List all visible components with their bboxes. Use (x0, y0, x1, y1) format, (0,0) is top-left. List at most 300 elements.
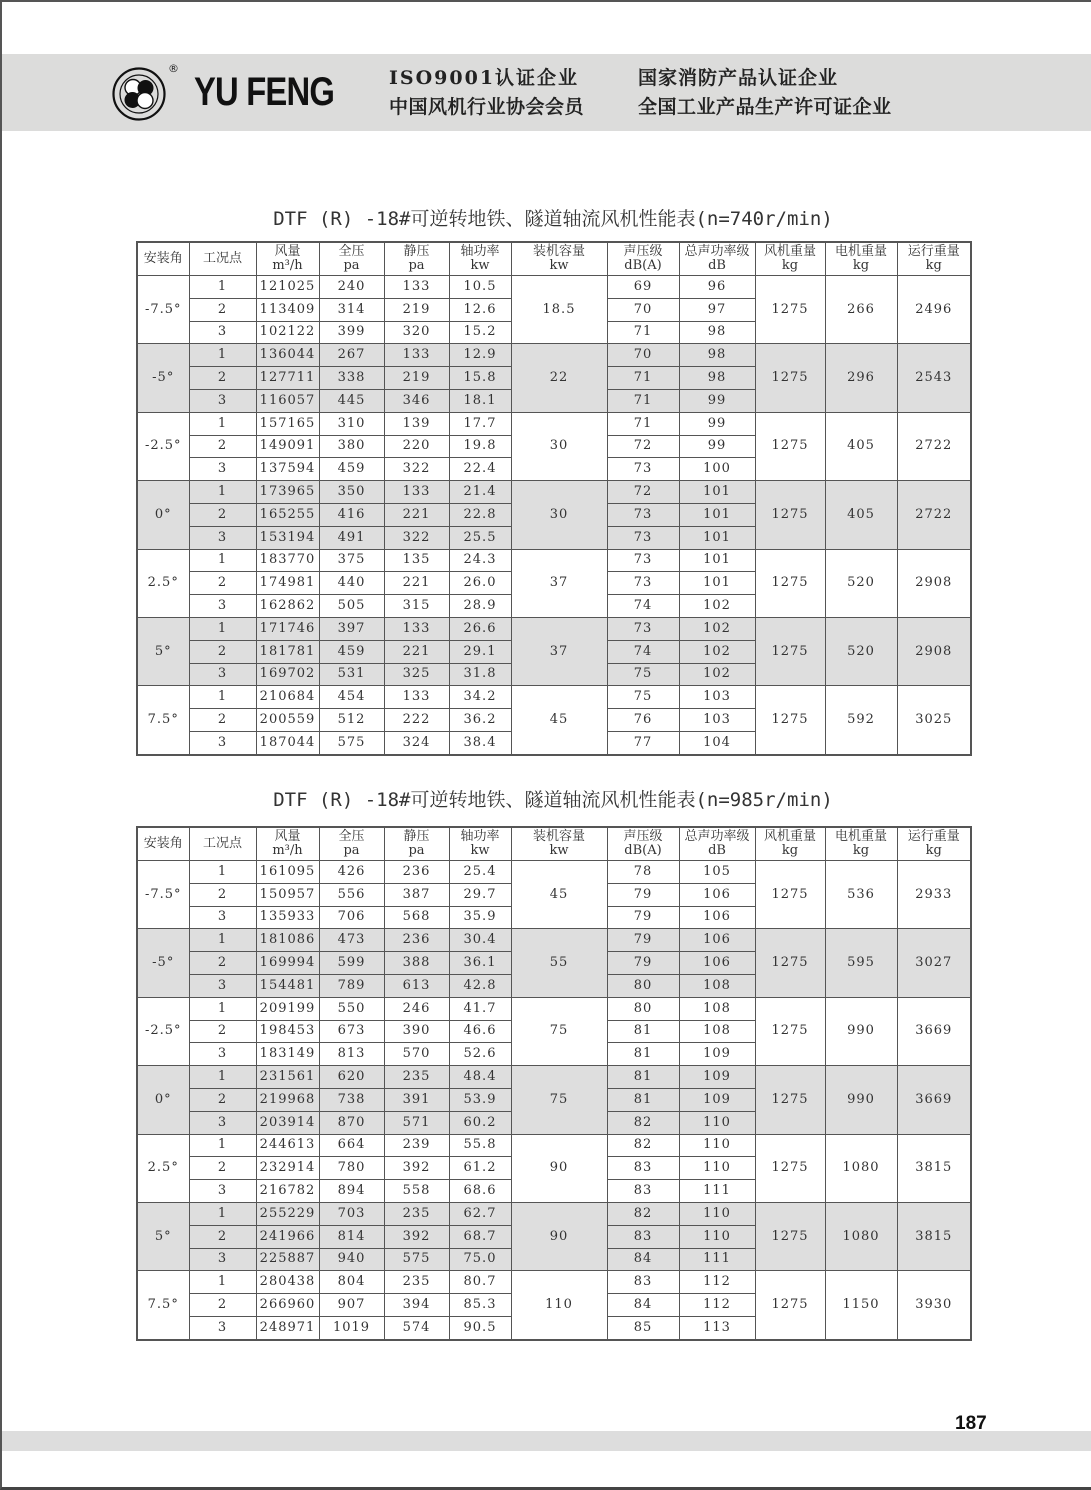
column-header-run-weight (897, 827, 971, 861)
column-header-motor-weight (825, 827, 897, 861)
cell-airflow: 255229 (256, 1202, 319, 1225)
cell-point: 1 (189, 1202, 256, 1225)
cell-total-pressure: 575 (319, 731, 384, 754)
cell-sound-pressure: 79 (607, 952, 679, 975)
cell-total-pressure: 894 (319, 1180, 384, 1203)
column-header-sound-pressure (607, 827, 679, 861)
cell-capacity: 90 (511, 1202, 607, 1270)
page-number: 187 (955, 1413, 987, 1434)
column-unit: dB (708, 843, 726, 858)
column-header-static-pressure (384, 242, 449, 276)
cell-fan-weight: 1275 (755, 1134, 825, 1202)
column-unit: kg (781, 843, 799, 858)
cell-capacity: 37 (511, 549, 607, 617)
cell-motor-weight: 990 (825, 997, 897, 1065)
cell-sound-power: 99 (679, 389, 755, 412)
cell-sound-pressure: 72 (607, 481, 679, 504)
table-row (137, 344, 971, 367)
cell-static-pressure: 392 (384, 1225, 449, 1248)
cell-sound-power: 108 (679, 997, 755, 1020)
cell-airflow: 161095 (256, 861, 319, 884)
cell-static-pressure: 219 (384, 367, 449, 390)
cert-iso9001: ISO9001认证企业 (389, 67, 580, 89)
cell-total-pressure: 599 (319, 952, 384, 975)
cell-total-pressure: 454 (319, 686, 384, 709)
cell-sound-power: 110 (679, 1134, 755, 1157)
cell-total-pressure: 780 (319, 1157, 384, 1180)
cell-fan-weight: 1275 (755, 861, 825, 929)
cell-capacity: 45 (511, 686, 607, 755)
cell-total-pressure: 416 (319, 503, 384, 526)
table-row (137, 686, 971, 709)
cell-shaft-power: 68.7 (449, 1225, 511, 1248)
cell-airflow: 209199 (256, 997, 319, 1020)
table-row (137, 1066, 971, 1089)
cell-airflow: 181086 (256, 929, 319, 952)
cell-fan-weight: 1275 (755, 929, 825, 997)
cell-angle: 0° (137, 1066, 189, 1134)
cell-static-pressure: 219 (384, 298, 449, 321)
cell-airflow: 113409 (256, 298, 319, 321)
cell-airflow: 121025 (256, 276, 319, 299)
table-row (137, 1202, 971, 1225)
cell-motor-weight: 520 (825, 549, 897, 617)
cell-point: 3 (189, 1043, 256, 1066)
cell-capacity: 55 (511, 929, 607, 997)
table-row (137, 412, 971, 435)
cell-sound-power: 109 (679, 1043, 755, 1066)
cell-point: 2 (189, 503, 256, 526)
cell-shaft-power: 62.7 (449, 1202, 511, 1225)
cell-shaft-power: 10.5 (449, 276, 511, 299)
cell-sound-power: 109 (679, 1088, 755, 1111)
cell-point: 3 (189, 974, 256, 997)
cell-point: 3 (189, 1180, 256, 1203)
cell-point: 3 (189, 906, 256, 929)
cell-total-pressure: 338 (319, 367, 384, 390)
table-row (137, 861, 971, 884)
cell-static-pressure: 239 (384, 1134, 449, 1157)
cell-shaft-power: 17.7 (449, 412, 511, 435)
cell-sound-pressure: 75 (607, 663, 679, 686)
cell-sound-power: 97 (679, 298, 755, 321)
table-row (137, 549, 971, 572)
cell-airflow: 154481 (256, 974, 319, 997)
cell-sound-power: 110 (679, 1202, 755, 1225)
column-label: 声压级 (623, 244, 663, 259)
cell-shaft-power: 15.8 (449, 367, 511, 390)
cell-shaft-power: 12.9 (449, 344, 511, 367)
cell-angle: 2.5° (137, 549, 189, 617)
cell-shaft-power: 55.8 (449, 1134, 511, 1157)
cell-shaft-power: 80.7 (449, 1271, 511, 1294)
cell-point: 1 (189, 1271, 256, 1294)
cell-airflow: 203914 (256, 1111, 319, 1134)
column-label: 风机重量 (763, 829, 816, 844)
cell-shaft-power: 52.6 (449, 1043, 511, 1066)
cell-fan-weight: 1275 (755, 549, 825, 617)
cell-sound-pressure: 69 (607, 276, 679, 299)
cell-shaft-power: 22.8 (449, 503, 511, 526)
cell-sound-power: 99 (679, 412, 755, 435)
column-unit: kw (549, 843, 569, 858)
cell-shaft-power: 29.7 (449, 883, 511, 906)
cell-sound-power: 111 (679, 1180, 755, 1203)
cell-total-pressure: 445 (319, 389, 384, 412)
cell-total-pressure: 505 (319, 595, 384, 618)
column-label: 运行重量 (907, 829, 960, 844)
column-header-shaft-power (449, 827, 511, 861)
cell-static-pressure: 221 (384, 503, 449, 526)
cell-sound-power: 101 (679, 526, 755, 549)
cell-total-pressure: 399 (319, 321, 384, 344)
cell-point: 2 (189, 1157, 256, 1180)
cell-total-pressure: 813 (319, 1043, 384, 1066)
cell-total-pressure: 531 (319, 663, 384, 686)
cell-total-pressure: 703 (319, 1202, 384, 1225)
cell-total-pressure: 512 (319, 709, 384, 732)
cell-sound-pressure: 73 (607, 526, 679, 549)
cell-total-pressure: 240 (319, 276, 384, 299)
cell-shaft-power: 26.6 (449, 617, 511, 640)
cell-sound-power: 101 (679, 481, 755, 504)
cell-sound-pressure: 73 (607, 572, 679, 595)
column-label: 风量 (274, 244, 301, 259)
cell-capacity: 30 (511, 481, 607, 549)
cell-shaft-power: 29.1 (449, 640, 511, 663)
cell-sound-power: 98 (679, 321, 755, 344)
cell-sound-pressure: 74 (607, 595, 679, 618)
cell-static-pressure: 346 (384, 389, 449, 412)
cell-point: 1 (189, 481, 256, 504)
cell-static-pressure: 221 (384, 640, 449, 663)
column-header-angle (137, 242, 189, 276)
cell-sound-pressure: 80 (607, 974, 679, 997)
cell-sound-power: 103 (679, 686, 755, 709)
cell-total-pressure: 397 (319, 617, 384, 640)
cell-shaft-power: 22.4 (449, 458, 511, 481)
column-unit: pa (343, 258, 360, 273)
cell-static-pressure: 394 (384, 1294, 449, 1317)
cell-shaft-power: 68.6 (449, 1180, 511, 1203)
cell-total-pressure: 310 (319, 412, 384, 435)
cell-run-weight: 3669 (897, 1066, 971, 1134)
cell-airflow: 248971 (256, 1316, 319, 1339)
column-label: 电机重量 (834, 244, 887, 259)
cell-shaft-power: 85.3 (449, 1294, 511, 1317)
cell-total-pressure: 738 (319, 1088, 384, 1111)
cell-point: 2 (189, 1088, 256, 1111)
column-header-sound-pressure (607, 242, 679, 276)
cell-total-pressure: 459 (319, 640, 384, 663)
cell-sound-power: 111 (679, 1248, 755, 1271)
cell-shaft-power: 46.6 (449, 1020, 511, 1043)
cell-sound-power: 106 (679, 952, 755, 975)
cell-static-pressure: 315 (384, 595, 449, 618)
cell-capacity: 22 (511, 344, 607, 412)
performance-table-740rpm (136, 241, 972, 756)
cell-sound-pressure: 84 (607, 1248, 679, 1271)
column-label: 运行重量 (907, 244, 960, 259)
cell-point: 2 (189, 435, 256, 458)
column-label: 轴功率 (460, 829, 500, 844)
cell-shaft-power: 24.3 (449, 549, 511, 572)
cell-point: 3 (189, 321, 256, 344)
cell-static-pressure: 570 (384, 1043, 449, 1066)
column-unit: dB (708, 258, 726, 273)
column-header-airflow (256, 827, 319, 861)
table-title-985rpm: DTF (R) -18#可逆转地铁、隧道轴流风机性能表(n=985r/min) (273, 789, 833, 811)
column-unit: pa (408, 258, 425, 273)
column-unit: kw (549, 258, 569, 273)
cell-shaft-power: 42.8 (449, 974, 511, 997)
cell-static-pressure: 235 (384, 1066, 449, 1089)
cell-total-pressure: 459 (319, 458, 384, 481)
cell-angle: -2.5° (137, 997, 189, 1065)
table-title-740rpm: DTF (R) -18#可逆转地铁、隧道轴流风机性能表(n=740r/min) (273, 208, 833, 230)
cell-sound-power: 104 (679, 731, 755, 754)
column-header-motor-weight (825, 242, 897, 276)
cell-point: 1 (189, 617, 256, 640)
cell-fan-weight: 1275 (755, 481, 825, 549)
footer-band (2, 1431, 1091, 1451)
cell-static-pressure: 220 (384, 435, 449, 458)
cell-airflow: 280438 (256, 1271, 319, 1294)
cell-total-pressure: 473 (319, 929, 384, 952)
cell-airflow: 136044 (256, 344, 319, 367)
cell-run-weight: 2933 (897, 861, 971, 929)
cell-point: 1 (189, 276, 256, 299)
cell-static-pressure: 390 (384, 1020, 449, 1043)
column-header-total-pressure (319, 242, 384, 276)
cell-static-pressure: 571 (384, 1111, 449, 1134)
cell-total-pressure: 426 (319, 861, 384, 884)
cell-total-pressure: 870 (319, 1111, 384, 1134)
cell-sound-pressure: 70 (607, 298, 679, 321)
cell-static-pressure: 322 (384, 526, 449, 549)
cell-total-pressure: 1019 (319, 1316, 384, 1339)
cell-fan-weight: 1275 (755, 617, 825, 685)
column-label: 电机重量 (834, 829, 887, 844)
cell-fan-weight: 1275 (755, 1202, 825, 1270)
cell-angle: 7.5° (137, 686, 189, 755)
table-row (137, 929, 971, 952)
cell-sound-pressure: 79 (607, 929, 679, 952)
registered-mark: ® (168, 62, 179, 75)
cell-point: 2 (189, 883, 256, 906)
column-label: 总声功率级 (684, 829, 750, 844)
cell-total-pressure: 556 (319, 883, 384, 906)
cell-motor-weight: 592 (825, 686, 897, 755)
column-label: 工况点 (202, 836, 242, 851)
cell-point: 2 (189, 709, 256, 732)
cell-sound-power: 102 (679, 663, 755, 686)
cell-total-pressure: 804 (319, 1271, 384, 1294)
cell-airflow: 169702 (256, 663, 319, 686)
cell-point: 3 (189, 1248, 256, 1271)
cell-airflow: 183770 (256, 549, 319, 572)
cell-shaft-power: 41.7 (449, 997, 511, 1020)
cell-shaft-power: 12.6 (449, 298, 511, 321)
cell-sound-pressure: 82 (607, 1134, 679, 1157)
cell-sound-pressure: 73 (607, 503, 679, 526)
cell-motor-weight: 1080 (825, 1134, 897, 1202)
cell-sound-pressure: 83 (607, 1225, 679, 1248)
cell-sound-pressure: 83 (607, 1157, 679, 1180)
cell-point: 1 (189, 1134, 256, 1157)
cell-shaft-power: 34.2 (449, 686, 511, 709)
cell-run-weight: 3815 (897, 1202, 971, 1270)
column-unit: kw (470, 843, 490, 858)
cell-sound-pressure: 71 (607, 367, 679, 390)
column-header-total-pressure (319, 827, 384, 861)
column-header-capacity (511, 242, 607, 276)
cell-fan-weight: 1275 (755, 276, 825, 344)
column-unit: kg (925, 258, 942, 273)
cell-airflow: 153194 (256, 526, 319, 549)
cell-sound-pressure: 72 (607, 435, 679, 458)
cell-point: 1 (189, 929, 256, 952)
cell-airflow: 187044 (256, 731, 319, 754)
cell-motor-weight: 405 (825, 481, 897, 549)
cell-sound-pressure: 78 (607, 861, 679, 884)
cell-airflow: 219968 (256, 1088, 319, 1111)
cell-angle: -5° (137, 929, 189, 997)
cell-sound-pressure: 79 (607, 906, 679, 929)
cell-shaft-power: 61.2 (449, 1157, 511, 1180)
cell-sound-pressure: 71 (607, 321, 679, 344)
cert-production-license: 全国工业产品生产许可证企业 (638, 96, 892, 118)
cell-shaft-power: 31.8 (449, 663, 511, 686)
cell-sound-pressure: 81 (607, 1088, 679, 1111)
cell-run-weight: 3025 (897, 686, 971, 755)
cell-shaft-power: 75.0 (449, 1248, 511, 1271)
cell-static-pressure: 388 (384, 952, 449, 975)
cell-sound-power: 99 (679, 435, 755, 458)
column-header-point (189, 242, 256, 276)
cell-static-pressure: 325 (384, 663, 449, 686)
cell-capacity: 45 (511, 861, 607, 929)
cell-static-pressure: 135 (384, 549, 449, 572)
cell-static-pressure: 575 (384, 1248, 449, 1271)
cell-shaft-power: 48.4 (449, 1066, 511, 1089)
cell-sound-pressure: 81 (607, 1043, 679, 1066)
column-label: 全压 (338, 829, 365, 844)
column-label: 全压 (338, 244, 365, 259)
cell-static-pressure: 613 (384, 974, 449, 997)
cell-sound-pressure: 76 (607, 709, 679, 732)
cell-point: 2 (189, 640, 256, 663)
cell-motor-weight: 1080 (825, 1202, 897, 1270)
cell-motor-weight: 1150 (825, 1271, 897, 1340)
cell-airflow: 210684 (256, 686, 319, 709)
cell-capacity: 75 (511, 997, 607, 1065)
cell-motor-weight: 536 (825, 861, 897, 929)
column-header-sound-power (679, 242, 755, 276)
cell-sound-pressure: 70 (607, 344, 679, 367)
cell-total-pressure: 907 (319, 1294, 384, 1317)
cell-sound-power: 102 (679, 595, 755, 618)
cell-run-weight: 3669 (897, 997, 971, 1065)
cell-static-pressure: 133 (384, 481, 449, 504)
cell-total-pressure: 350 (319, 481, 384, 504)
cell-airflow: 165255 (256, 503, 319, 526)
cell-static-pressure: 322 (384, 458, 449, 481)
cell-static-pressure: 558 (384, 1180, 449, 1203)
column-unit: dB(A) (624, 843, 662, 858)
cell-point: 1 (189, 686, 256, 709)
cell-shaft-power: 36.1 (449, 952, 511, 975)
cell-static-pressure: 222 (384, 709, 449, 732)
cell-static-pressure: 324 (384, 731, 449, 754)
cell-sound-power: 113 (679, 1316, 755, 1339)
cell-shaft-power: 53.9 (449, 1088, 511, 1111)
cell-capacity: 18.5 (511, 276, 607, 344)
table-row (137, 1271, 971, 1294)
cell-sound-pressure: 82 (607, 1111, 679, 1134)
cell-sound-power: 102 (679, 617, 755, 640)
cell-airflow: 135933 (256, 906, 319, 929)
cell-fan-weight: 1275 (755, 344, 825, 412)
column-header-fan-weight (755, 827, 825, 861)
cell-airflow: 149091 (256, 435, 319, 458)
column-unit: kg (852, 258, 870, 273)
cell-sound-power: 98 (679, 344, 755, 367)
cell-run-weight: 2908 (897, 617, 971, 685)
column-header-point (189, 827, 256, 861)
cell-airflow: 244613 (256, 1134, 319, 1157)
cell-static-pressure: 574 (384, 1316, 449, 1339)
cell-angle: 5° (137, 1202, 189, 1270)
cell-sound-power: 106 (679, 883, 755, 906)
column-label: 总声功率级 (684, 244, 750, 259)
header-row (137, 827, 971, 861)
cell-angle: -5° (137, 344, 189, 412)
cell-angle: 0° (137, 481, 189, 549)
cell-sound-pressure: 82 (607, 1202, 679, 1225)
cell-shaft-power: 28.9 (449, 595, 511, 618)
cell-sound-pressure: 75 (607, 686, 679, 709)
cell-sound-power: 110 (679, 1111, 755, 1134)
cell-point: 1 (189, 1066, 256, 1089)
table-row (137, 1134, 971, 1157)
column-unit: kg (852, 843, 870, 858)
column-unit: kw (470, 258, 490, 273)
cell-airflow: 116057 (256, 389, 319, 412)
column-label: 静压 (403, 829, 430, 844)
cell-static-pressure: 235 (384, 1202, 449, 1225)
cell-static-pressure: 133 (384, 276, 449, 299)
cell-static-pressure: 236 (384, 929, 449, 952)
column-header-sound-power (679, 827, 755, 861)
cell-total-pressure: 940 (319, 1248, 384, 1271)
cell-sound-power: 106 (679, 906, 755, 929)
cell-point: 3 (189, 731, 256, 754)
cell-total-pressure: 375 (319, 549, 384, 572)
cell-run-weight: 2722 (897, 481, 971, 549)
cell-static-pressure: 387 (384, 883, 449, 906)
cell-sound-power: 110 (679, 1225, 755, 1248)
cell-airflow: 169994 (256, 952, 319, 975)
column-header-capacity (511, 827, 607, 861)
cell-airflow: 162862 (256, 595, 319, 618)
cell-static-pressure: 221 (384, 572, 449, 595)
cell-airflow: 173965 (256, 481, 319, 504)
cell-angle: 7.5° (137, 1271, 189, 1340)
cell-sound-pressure: 81 (607, 1066, 679, 1089)
brand-name: YU FENG (194, 70, 335, 114)
cell-shaft-power: 21.4 (449, 481, 511, 504)
